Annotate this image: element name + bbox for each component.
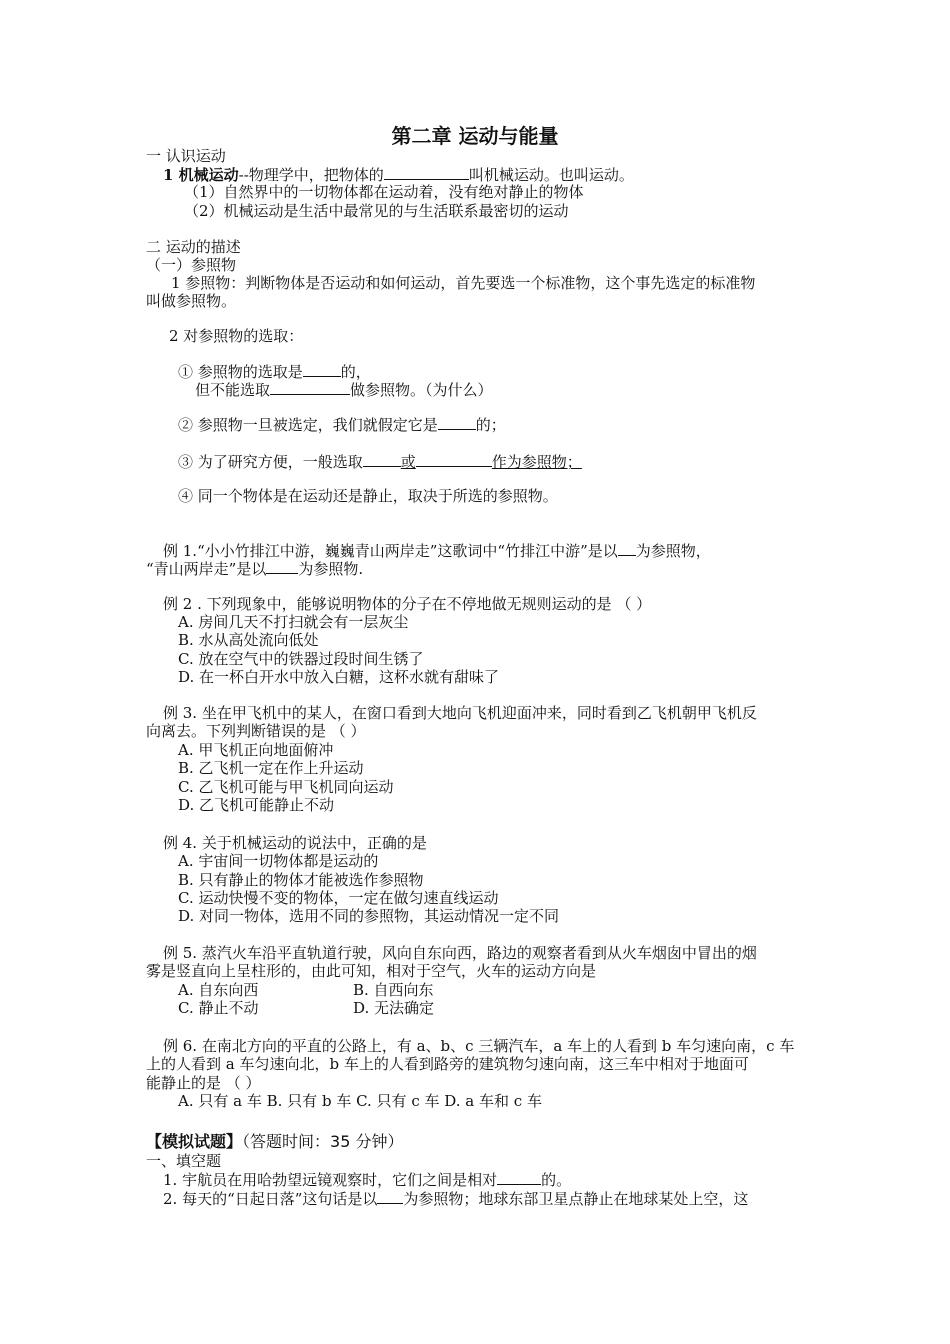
choice-1-text-b: 的， bbox=[340, 363, 371, 381]
example-3-option-b: B. 乙飞机一定在作上升运动 bbox=[178, 759, 364, 777]
choice-3-text-a: ③ 为了研究方便，一般选取 bbox=[178, 453, 363, 471]
chapter-title: 第二章 运动与能量 bbox=[391, 124, 559, 148]
example-2-option-d: D. 在一杯白开水中放入白糖，这杯水就有甜味了 bbox=[178, 668, 500, 686]
blank-choice-2 bbox=[438, 415, 476, 430]
subsection-reference-object: （一）参照物 bbox=[146, 256, 237, 274]
example-4-option-d: D. 对同一物体，选用不同的参照物，其运动情况一定不同 bbox=[178, 907, 560, 925]
reference-selection-heading: 2 对参照物的选取： bbox=[169, 327, 304, 345]
choice-2 bbox=[178, 415, 506, 435]
choice-4: ④ 同一个物体是在运动还是静止，取决于所选的参照物。 bbox=[178, 487, 558, 505]
mock-question-1 bbox=[163, 1170, 571, 1190]
reference-def-line-2: 叫做参照物。 bbox=[146, 292, 237, 310]
mock-test-time: （答题时间：35 分钟） bbox=[242, 1132, 404, 1151]
definition-text-a: --物理学中，把物体的 bbox=[238, 166, 384, 184]
example-5-question-line-1: 例 5. 蒸汽火车沿平直轨道行驶，风向自东向西，路边的观察者看到从火车烟囱中冒出的烟 bbox=[163, 944, 757, 962]
blank-mock-1 bbox=[497, 1170, 541, 1185]
example-5-option-a: A. 自东向西 bbox=[178, 981, 259, 999]
example-2-option-a: A. 房间几天不打扫就会有一层灰尘 bbox=[178, 613, 409, 631]
blank-mock-2 bbox=[377, 1189, 403, 1204]
fill-blank-heading: 一、填空题 bbox=[146, 1152, 222, 1170]
mock-test-title: 【模拟试题】 bbox=[146, 1132, 243, 1151]
point-2: （2）机械运动是生活中最常见的与生活联系最密切的运动 bbox=[184, 202, 569, 220]
mock-question-2-text-b: 为参照物；地球东部卫星点静止在地球某处上空，这 bbox=[403, 1190, 749, 1208]
blank-choice-1b bbox=[270, 380, 350, 395]
choice-3-text-b: 或 bbox=[400, 453, 416, 471]
example-3-option-a: A. 甲飞机正向地面俯冲 bbox=[178, 741, 334, 759]
choice-1-text-a: ① 参照物的选取是 bbox=[178, 363, 303, 381]
mock-question-1-text-b: 的。 bbox=[541, 1171, 572, 1189]
example-3-question-line-1: 例 3. 坐在甲飞机中的某人，在窗口看到大地向飞机迎面冲来，同时看到乙飞机朝甲飞机反 bbox=[163, 704, 757, 722]
example-5-option-b: B. 自西向东 bbox=[353, 981, 434, 999]
example-1-text-b: 为参照物， bbox=[635, 542, 711, 560]
blank-example-1b bbox=[266, 559, 298, 574]
example-1-line-1 bbox=[163, 541, 711, 561]
example-3-question-line-2: 向离去。下列判断错误的是 （ ） bbox=[146, 722, 366, 740]
choice-1-line-a bbox=[178, 362, 371, 382]
example-5-question-line-2: 雾是竖直向上呈柱形的，由此可知，相对于空气，火车的运动方向是 bbox=[146, 962, 597, 980]
example-1-text-d: 为参照物. bbox=[298, 560, 364, 578]
choice-1-line-b bbox=[195, 380, 493, 400]
choice-2-text-b: 的； bbox=[475, 416, 506, 434]
section-heading-1: 一 认识运动 bbox=[146, 147, 226, 165]
choice-1-text-c: 但不能选取 bbox=[195, 381, 271, 399]
example-6-question-line-2: 上的人看到 a 车匀速向北，b 车上的人看到路旁的建筑物匀速向南，这三车中相对于地面可 bbox=[146, 1055, 749, 1073]
choice-3-text-c: 作为参照物； bbox=[491, 453, 582, 471]
choice-3 bbox=[178, 452, 582, 472]
blank-choice-3b bbox=[416, 452, 492, 467]
choice-2-text-a: ② 参照物一旦被选定，我们就假定它是 bbox=[178, 416, 438, 434]
choice-1-text-d: 做参照物。（为什么） bbox=[350, 381, 493, 399]
section-heading-2: 二 运动的描述 bbox=[146, 238, 241, 256]
reference-def-line-1: 1 参照物：判断物体是否运动和如何运动，首先要选一个标准物，这个事先选定的标准物 bbox=[171, 274, 756, 292]
mock-question-2-text-a: 2. 每天的“日起日落”这句话是以 bbox=[163, 1190, 378, 1208]
example-6-question-line-1: 例 6. 在南北方向的平直的公路上，有 a、b、c 三辆汽车，a 车上的人看到 b 车匀速向南，c 车 bbox=[163, 1037, 795, 1055]
example-5-option-c: C. 静止不动 bbox=[178, 999, 259, 1017]
mock-question-1-text-a: 1. 宇航员在用哈勃望远镜观察时，它们之间是相对 bbox=[163, 1171, 498, 1189]
example-3-option-d: D. 乙飞机可能静止不动 bbox=[178, 796, 335, 814]
example-2-question: 例 2 . 下列现象中，能够说明物体的分子在不停地做无规则运动的是 （ ） bbox=[163, 595, 652, 613]
example-1-line-2 bbox=[146, 559, 363, 579]
example-1-text-c: “青山两岸走”是以 bbox=[146, 560, 267, 578]
term-mechanical-motion: 1 机械运动 bbox=[163, 166, 239, 184]
example-1-text-a: 例 1.“小小竹排江中游，巍巍青山两岸走”这歌词中“竹排江中游”是以 bbox=[163, 542, 618, 560]
mock-question-2 bbox=[163, 1189, 748, 1209]
point-1: （1）自然界中的一切物体都在运动着，没有绝对静止的物体 bbox=[184, 183, 584, 201]
example-4-option-c: C. 运动快慢不变的物体，一定在做匀速直线运动 bbox=[178, 889, 499, 907]
blank-choice-3a bbox=[363, 452, 401, 467]
definition-text-b: 叫机械运动。也叫运动。 bbox=[468, 166, 634, 184]
example-3-option-c: C. 乙飞机可能与甲飞机同向运动 bbox=[178, 778, 394, 796]
mock-test-heading bbox=[146, 1131, 403, 1153]
example-6-options: A. 只有 a 车 B. 只有 b 车 C. 只有 c 车 D. a 车和 c 车 bbox=[178, 1092, 542, 1110]
example-4-question: 例 4. 关于机械运动的说法中，正确的是 bbox=[163, 834, 427, 852]
example-4-option-b: B. 只有静止的物体才能被选作参照物 bbox=[178, 871, 424, 889]
example-4-option-a: A. 宇宙间一切物体都是运动的 bbox=[178, 852, 379, 870]
blank-motion-definition bbox=[384, 165, 469, 180]
blank-example-1a bbox=[618, 541, 636, 556]
mechanical-motion-definition bbox=[163, 165, 634, 185]
example-2-option-b: B. 水从高处流向低处 bbox=[178, 631, 319, 649]
example-5-option-d: D. 无法确定 bbox=[353, 999, 435, 1017]
blank-choice-1 bbox=[303, 362, 341, 377]
example-6-question-line-3: 能静止的是 （ ） bbox=[146, 1074, 261, 1092]
example-2-option-c: C. 放在空气中的铁器过段时间生锈了 bbox=[178, 650, 424, 668]
